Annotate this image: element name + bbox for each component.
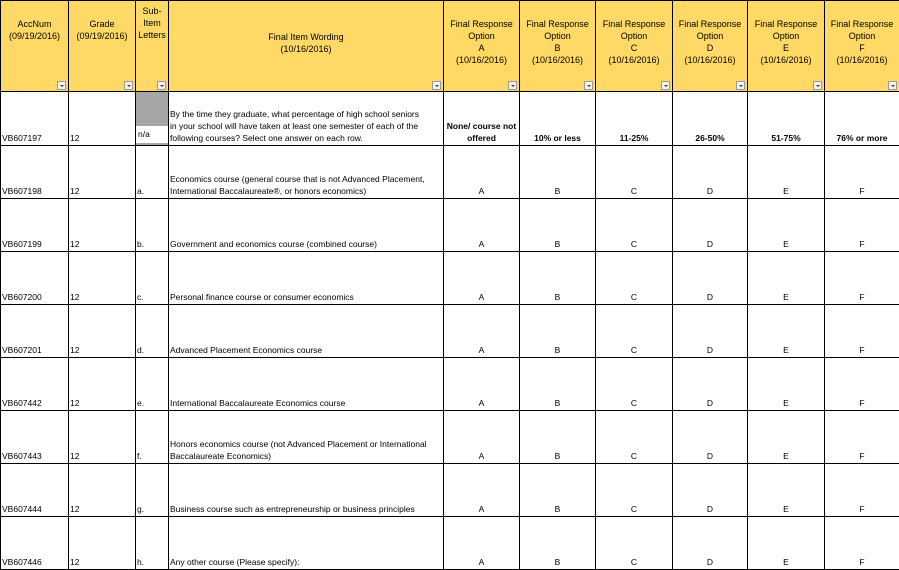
option-f-cell[interactable]: F [825,252,899,305]
header-line: Option [468,31,495,41]
header-line: Option [621,31,648,41]
accnum-cell[interactable]: VB607443 [1,411,69,464]
accnum-cell[interactable]: VB607198 [1,146,69,199]
option-e-cell[interactable]: E [748,199,825,252]
option-d-cell[interactable]: D [673,517,748,570]
header-line: (10/16/2016) [760,55,811,65]
header-line: (10/16/2016) [280,44,331,54]
table-row [1,199,899,252]
header-line: Sub- [142,6,161,16]
table-row [1,358,899,411]
grade-cell[interactable]: 12 [69,517,136,570]
option-a-cell[interactable]: A [444,358,520,411]
option-c-cell[interactable]: C [596,252,673,305]
option-e-cell[interactable]: E [748,517,825,570]
header-option-e [748,1,825,92]
option-f-cell[interactable]: F [825,146,899,199]
option-c-cell[interactable]: C [596,146,673,199]
grade-cell[interactable]: 12 [69,305,136,358]
subitem-cell[interactable]: g. [136,464,169,517]
item-wording-cell[interactable]: Business course such as entrepreneurship or business principles [169,464,444,517]
filter-dropdown-icon[interactable] [888,81,897,90]
item-wording-cell[interactable]: Advanced Placement Economics course [169,305,444,358]
accnum-cell[interactable]: VB607200 [1,252,69,305]
subitem-cell[interactable]: e. [136,358,169,411]
header-accnum [1,1,69,92]
option-d-cell[interactable]: D [673,252,748,305]
filter-dropdown-icon[interactable] [584,81,593,90]
header-line: B [554,43,560,53]
header-line: (10/16/2016) [456,55,507,65]
option-b-cell[interactable]: B [520,517,596,570]
header-grade [69,1,136,92]
header-line: Final Response [831,19,894,29]
option-a-cell[interactable]: A [444,517,520,570]
header-line: (10/16/2016) [532,55,583,65]
option-e-cell[interactable]: E [748,146,825,199]
header-line: (09/19/2016) [76,31,127,41]
accnum-cell[interactable]: VB607199 [1,199,69,252]
header-line: Option [849,31,876,41]
table-row [1,464,899,517]
accnum-cell[interactable]: VB607201 [1,305,69,358]
item-wording-cell[interactable]: Government and economics course (combined course) [169,199,444,252]
option-d-cell[interactable]: D [673,305,748,358]
option-b-cell[interactable]: B [520,146,596,199]
option-f-cell[interactable]: F [825,464,899,517]
option-c-cell[interactable]: C [596,305,673,358]
table-row [1,411,899,464]
item-wording-cell[interactable]: Economics course (general course that is not Advanced Placement, International Baccalaureate®, or honors economics) [169,146,444,199]
accnum-cell[interactable]: VB607442 [1,358,69,411]
header-line: Item [143,18,161,28]
option-c-cell[interactable]: C [596,517,673,570]
option-c-cell[interactable]: C [596,199,673,252]
option-b-cell[interactable]: B [520,464,596,517]
option-e-cell[interactable]: E [748,305,825,358]
grade-cell[interactable]: 12 [69,464,136,517]
accnum-cell[interactable]: VB607446 [1,517,69,570]
header-line: Final Response [450,19,513,29]
header-subitem [136,1,169,92]
option-a-cell[interactable]: None/ course not offered [444,92,520,146]
option-e-cell[interactable]: E [748,464,825,517]
accnum-cell[interactable]: VB607197 [1,92,69,146]
header-line: Final Response [526,19,589,29]
header-line: (10/16/2016) [684,55,735,65]
option-b-cell[interactable]: B [520,358,596,411]
option-c-cell[interactable]: C [596,358,673,411]
filter-dropdown-icon[interactable] [124,81,133,90]
header-line: Final Response [679,19,742,29]
option-d-cell[interactable]: 26-50% [673,92,748,146]
option-f-cell[interactable]: F [825,358,899,411]
filter-dropdown-icon[interactable] [661,81,670,90]
subitem-cell[interactable]: n/a [136,92,169,146]
option-e-cell[interactable]: E [748,358,825,411]
header-option-c [596,1,673,92]
header-line: (10/16/2016) [836,55,887,65]
option-c-cell[interactable]: 11-25% [596,92,673,146]
header-line: AccNum [17,19,51,29]
header-option-b [520,1,596,92]
option-a-cell[interactable]: A [444,199,520,252]
option-f-cell[interactable]: F [825,305,899,358]
table-row [1,517,899,570]
option-c-cell[interactable]: C [596,464,673,517]
header-line: Letters [138,30,166,40]
header-line: D [707,43,714,53]
subitem-cell[interactable]: c. [136,252,169,305]
subitem-cell[interactable]: a. [136,146,169,199]
header-line: (09/19/2016) [9,31,60,41]
header-line: A [478,43,484,53]
subitem-cell[interactable]: f. [136,411,169,464]
filter-dropdown-icon[interactable] [813,81,822,90]
filter-dropdown-icon[interactable] [432,81,441,90]
item-wording-cell[interactable]: Honors economics course (not Advanced Placement or International Baccalaureate Economics) [169,411,444,464]
header-line: (10/16/2016) [608,55,659,65]
header-line: Final Response [603,19,666,29]
item-wording-cell[interactable]: Personal finance course or consumer economics [169,252,444,305]
option-d-cell[interactable]: D [673,199,748,252]
grade-cell[interactable]: 12 [69,92,136,146]
option-a-cell[interactable]: A [444,464,520,517]
header-option-a [444,1,520,92]
header-line: F [859,43,865,53]
option-b-cell[interactable]: B [520,252,596,305]
option-d-cell[interactable]: D [673,358,748,411]
header-wording [169,1,444,92]
option-a-cell[interactable]: A [444,411,520,464]
header-line: Grade [89,19,114,29]
option-f-cell[interactable]: F [825,199,899,252]
option-a-cell[interactable]: A [444,146,520,199]
option-c-cell[interactable]: C [596,411,673,464]
option-f-cell[interactable]: F [825,517,899,570]
item-wording-cell[interactable]: By the time they graduate, what percentage of high school seniors in your school will have taken at least one semester of each of the following courses? Select one answer on each row. [169,92,444,146]
grade-cell[interactable]: 12 [69,146,136,199]
header-line: Option [544,31,571,41]
option-b-cell[interactable]: B [520,199,596,252]
header-option-d [673,1,748,92]
option-e-cell[interactable]: E [748,252,825,305]
option-b-cell[interactable]: 10% or less [520,92,596,146]
header-line: E [783,43,789,53]
option-e-cell[interactable]: E [748,411,825,464]
subitem-cell[interactable]: b. [136,199,169,252]
header-line: C [631,43,638,53]
filter-dropdown-icon[interactable] [736,81,745,90]
filter-dropdown-icon[interactable] [508,81,517,90]
option-d-cell[interactable]: D [673,146,748,199]
option-a-cell[interactable]: A [444,305,520,358]
grade-cell[interactable]: 12 [69,252,136,305]
grade-cell[interactable]: 12 [69,199,136,252]
option-b-cell[interactable]: B [520,305,596,358]
option-f-cell[interactable]: 76% or more [825,92,899,146]
filter-dropdown-icon[interactable] [157,81,166,90]
option-d-cell[interactable]: D [673,464,748,517]
table-row [1,146,899,199]
header-line: Option [697,31,724,41]
header-line: Option [773,31,800,41]
option-d-cell[interactable]: D [673,411,748,464]
option-f-cell[interactable]: F [825,411,899,464]
item-wording-cell[interactable]: Any other course (Please specify): [169,517,444,570]
header-option-f [825,1,899,92]
grade-cell[interactable]: 12 [69,411,136,464]
subitem-cell[interactable]: d. [136,305,169,358]
subitem-cell[interactable]: h. [136,517,169,570]
option-a-cell[interactable]: A [444,252,520,305]
header-row [1,1,899,92]
table-row [1,92,899,146]
table-row [1,252,899,305]
header-line: Final Item Wording [268,32,343,42]
header-line: Final Response [755,19,818,29]
filter-dropdown-icon[interactable] [57,81,66,90]
table-row [1,305,899,358]
grade-cell[interactable]: 12 [69,358,136,411]
item-wording-cell[interactable]: International Baccalaureate Economics course [169,358,444,411]
accnum-cell[interactable]: VB607444 [1,464,69,517]
option-b-cell[interactable]: B [520,411,596,464]
option-e-cell[interactable]: 51-75% [748,92,825,146]
